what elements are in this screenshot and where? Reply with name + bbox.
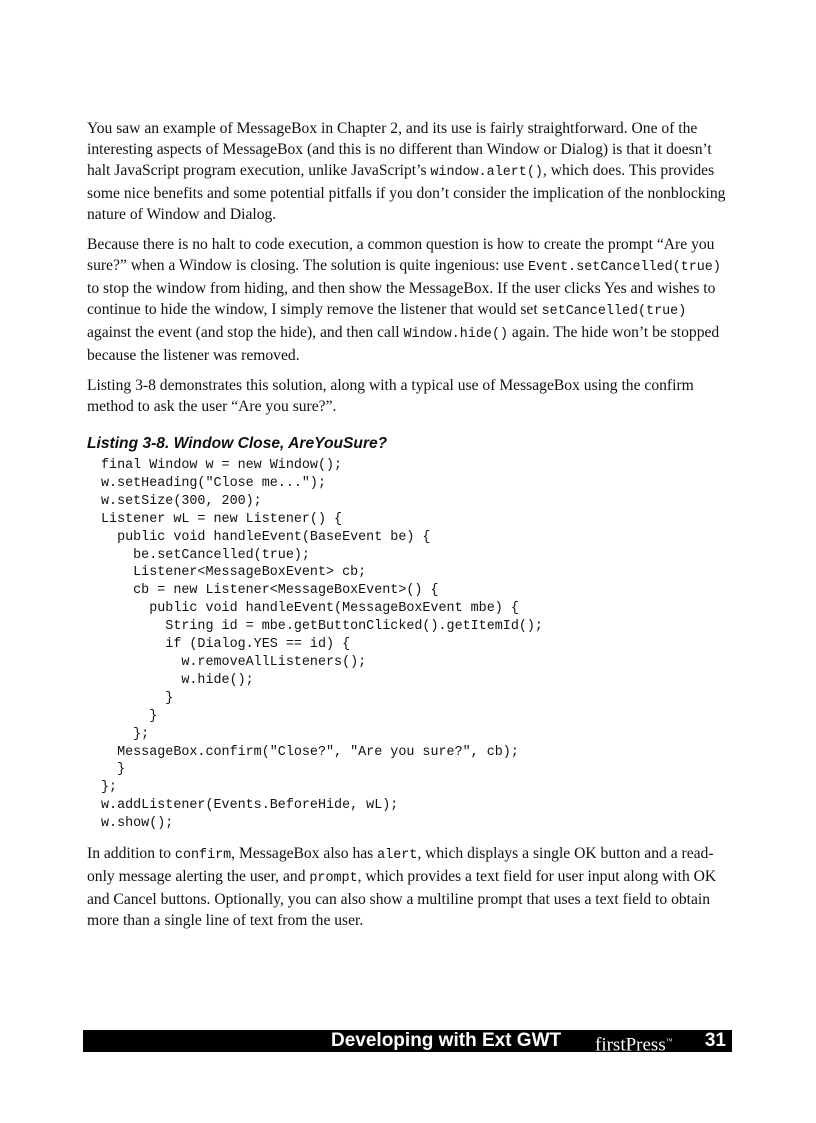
text-run: In addition to (87, 845, 175, 863)
text-run: against the event (and stop the hide), and then call (87, 324, 404, 341)
paragraph-4 (87, 843, 732, 931)
text-run: , which displays a single OK button and a read-only message alerting the user, and (87, 845, 714, 886)
page-body (87, 118, 732, 940)
inline-code: prompt (309, 871, 358, 887)
code-listing: final Window w = new Window(); w.setHeading("Close me..."); w.setSize(300, 200); Listener wL = new Listener() { public void handleEvent(BaseEvent be) { be.setCancelled(true); Listener<MessageBoxEvent> cb; cb = new Listener<MessageBoxEvent>() { public void handleEvent(MessageBoxEvent mbe) { String id = mbe.getButtonClicked().getItemId(); if (Dialog.YES == id) { w.removeAllListeners(); w.hide(); } } }; MessageBox.confirm("Close?", "Are you sure?", cb); } }; w.addListener(Events.BeforeHide, wL); w.show(); (101, 458, 543, 832)
inline-code: Window.hide() (403, 327, 509, 342)
paragraph-1 (87, 118, 732, 225)
text-run: , which does. This provides some nice benefits and some potential pitfalls if you don’t consider the implication of the nonblocking nature of Window and Dialog. (87, 162, 726, 223)
paragraph-3: Listing 3-8 demonstrates this solution, along with a typical use of MessageBox using the confirm method to ask the user “Are you sure?”. (87, 377, 694, 415)
inline-code: Event.setCancelled(true) (528, 260, 721, 275)
listing-title: Listing 3-8. Window Close, AreYouSure? (87, 435, 388, 452)
trademark-symbol: ™ (665, 1037, 673, 1045)
paragraph-2 (87, 234, 732, 366)
text-run: , MessageBox also has (231, 845, 378, 863)
page-number: 31 (704, 1030, 726, 1051)
text-run: again. The hide won’t be stopped because the listener was removed. (87, 324, 720, 364)
inline-code: setCancelled(true) (541, 304, 687, 319)
book-title: Developing with Ext GWT (331, 1030, 562, 1051)
brand-name: firstPress (595, 1034, 666, 1056)
inline-code: window.alert() (430, 165, 543, 180)
inline-code: confirm (174, 848, 232, 864)
text-run: , which provides a text field for user input along with OK and Cancel buttons. Optionally, you can also show a multiline prompt that uses a text field to obtain more than a single line of text from the user. (87, 868, 717, 930)
text-run: You saw an example of MessageBox in Chapter 2, and its use is fairly straightforward. One of the interesting aspects of MessageBox (and this is no different than Window or Dialog) is that it doesn’t halt JavaScript program execution, unlike JavaScript’s (87, 120, 712, 179)
publisher-brand (595, 1030, 673, 1056)
text-run: Because there is no halt to code execution, a common question is how to create the prompt “Are you sure?” when a Window is closing. The solution is quite ingenious: use (87, 236, 715, 274)
inline-code: alert (377, 848, 418, 864)
text-run: to stop the window from hiding, and then show the MessageBox. If the user clicks Yes and wishes to continue to hide the window, I simply remove the listener that would set (87, 280, 716, 318)
page-footer (83, 1030, 732, 1056)
